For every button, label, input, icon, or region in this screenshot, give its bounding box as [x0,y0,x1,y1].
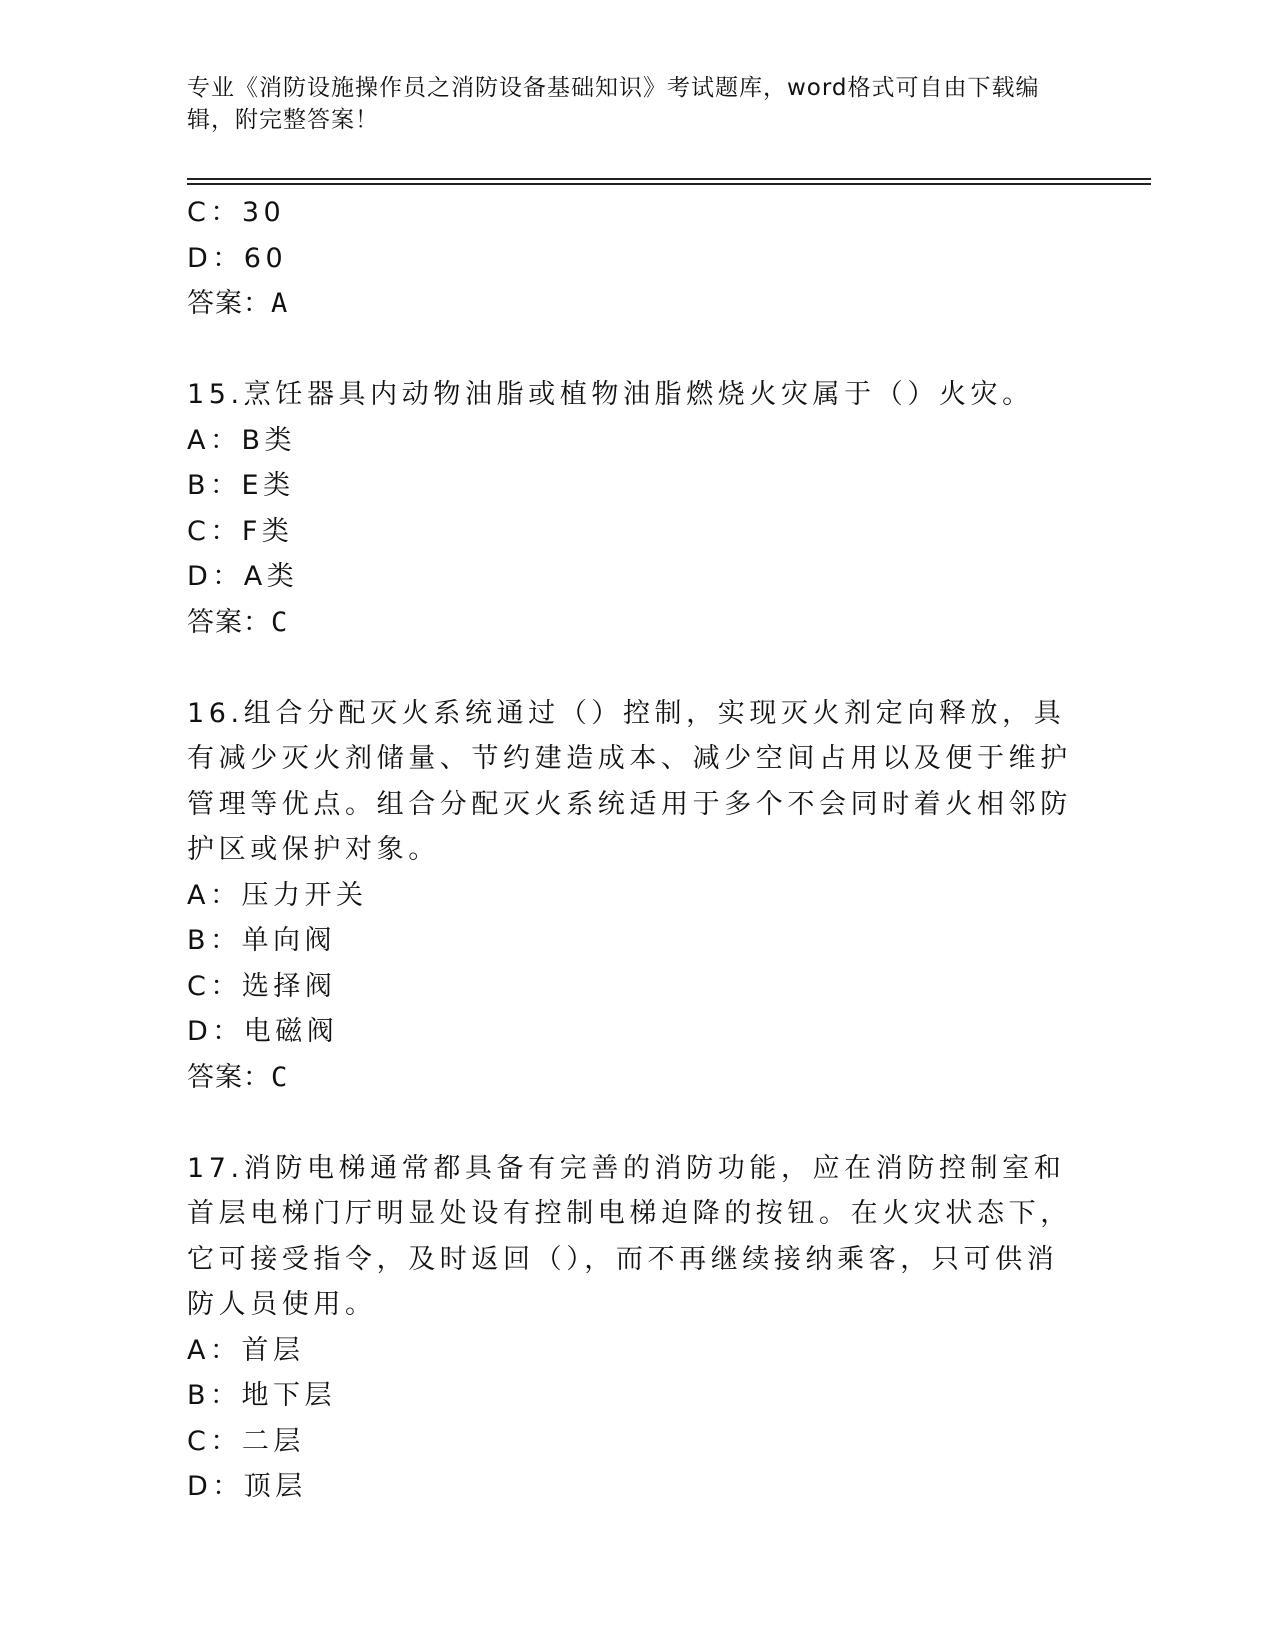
page-header: 专业《消防设施操作员之消防设备基础知识》考试题库，word格式可自由下载编辑，附完整答案！ [187,75,1040,133]
option-c: C：30 [187,197,286,228]
question-15 [187,372,1087,645]
option-b: B：E类 [187,470,295,501]
option-b: B：单向阀 [187,925,337,956]
option-c: C：F类 [187,515,294,547]
header-divider [187,178,1151,180]
answer: 答案：C [187,606,289,638]
answer: 答案：C [187,1061,289,1093]
header-divider-secondary [187,183,1151,185]
question-stem: 17.消防电梯通常都具备有完善的消防功能，应在消防控制室和首层电梯门厅明显处设有控制电梯迫降的按钮。在火灾状态下，它可接受指令，及时返回（），而不再继续接纳乘客，只可供消防人员使用。 [187,1152,1072,1320]
option-d: D：A类 [187,561,299,592]
previous-question-tail [187,190,1087,327]
question-16 [187,691,1087,1101]
question-stem: 15.烹饪器具内动物油脂或植物油脂燃烧火灾属于（）火灾。 [187,379,1034,410]
option-c: C：选择阀 [187,970,337,1002]
option-d: D：60 [187,242,288,274]
option-a: A：首层 [187,1334,305,1366]
option-b: B：地下层 [187,1380,337,1411]
option-d: D：电磁阀 [187,1016,339,1047]
option-c: C：二层 [187,1425,305,1457]
answer: 答案：A [187,288,289,319]
option-a: A：压力开关 [187,879,368,911]
option-d: D：顶层 [187,1471,307,1502]
option-a: A：B类 [187,424,296,456]
question-content [187,190,1087,1510]
question-stem: 16.组合分配灭火系统通过（）控制，实现灭火剂定向释放，具有减少灭火剂储量、节约建造成本、减少空间占用以及便于维护管理等优点。组合分配灭火系统适用于多个不会同时着火相邻防护区或保护对象。 [187,697,1072,865]
question-17 [187,1146,1087,1510]
